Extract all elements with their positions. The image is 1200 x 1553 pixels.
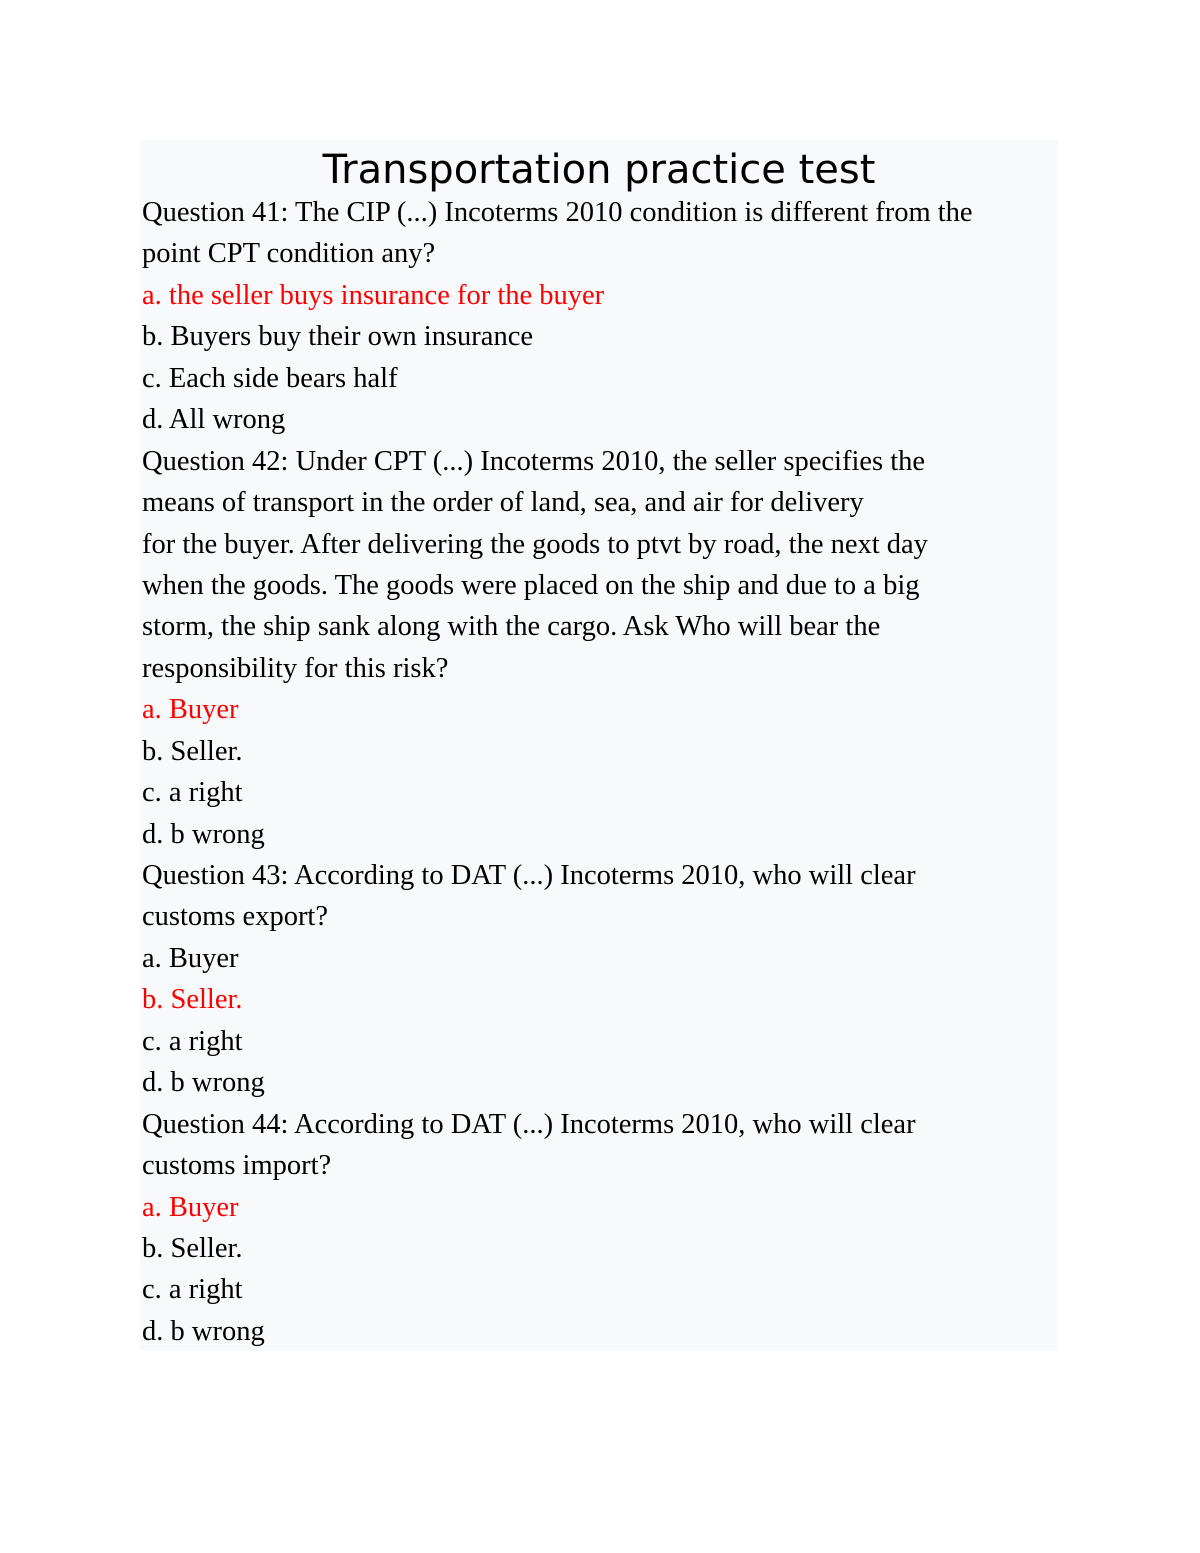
question-text: Question 44: According to DAT (...) Incoterms 2010, who will clear <box>142 1108 916 1140</box>
answer-option: b. Seller. <box>142 1232 243 1264</box>
answer-option: a. Buyer <box>142 942 239 974</box>
answer-option: c. a right <box>142 777 243 809</box>
question-text-continued: point CPT condition any? <box>142 238 436 270</box>
correct-answer-option: a. Buyer <box>142 1191 239 1223</box>
answer-option: d. b wrong <box>142 1315 265 1347</box>
answer-option: d. All wrong <box>142 404 286 436</box>
page-title: Transportation practice test <box>322 147 876 193</box>
answer-option: b. Seller. <box>142 735 243 767</box>
correct-answer-option: a. the seller buys insurance for the buyer <box>142 279 605 311</box>
document-page <box>140 140 1058 1351</box>
answer-option: d. b wrong <box>142 1067 265 1099</box>
answer-option: c. a right <box>142 1025 243 1057</box>
answer-option: b. Buyers buy their own insurance <box>142 321 533 353</box>
question-text-continued: when the goods. The goods were placed on the ship and due to a big <box>142 569 920 601</box>
correct-answer-option: b. Seller. <box>142 984 243 1016</box>
question-list <box>142 192 1058 1352</box>
question-text-continued: means of transport in the order of land, sea, and air for delivery <box>142 487 864 519</box>
question-text: Question 41: The CIP (...) Incoterms 2010 condition is different from the <box>142 197 973 228</box>
question-text-continued: for the buyer. After delivering the goods to ptvt by road, the next day <box>142 528 928 560</box>
answer-option: c. Each side bears half <box>142 362 398 394</box>
question-text-continued: storm, the ship sank along with the cargo. Ask Who will bear the <box>142 611 881 643</box>
question-text-continued: responsibility for this risk? <box>142 652 449 684</box>
question-text: Question 42: Under CPT (...) Incoterms 2010, the seller specifies the <box>142 445 926 477</box>
question-text-continued: customs import? <box>142 1150 332 1182</box>
answer-option: c. a right <box>142 1274 243 1306</box>
answer-option: d. b wrong <box>142 818 265 850</box>
correct-answer-option: a. Buyer <box>142 694 239 726</box>
question-text: Question 43: According to DAT (...) Incoterms 2010, who will clear <box>142 860 916 891</box>
question-text-continued: customs export? <box>142 901 329 933</box>
